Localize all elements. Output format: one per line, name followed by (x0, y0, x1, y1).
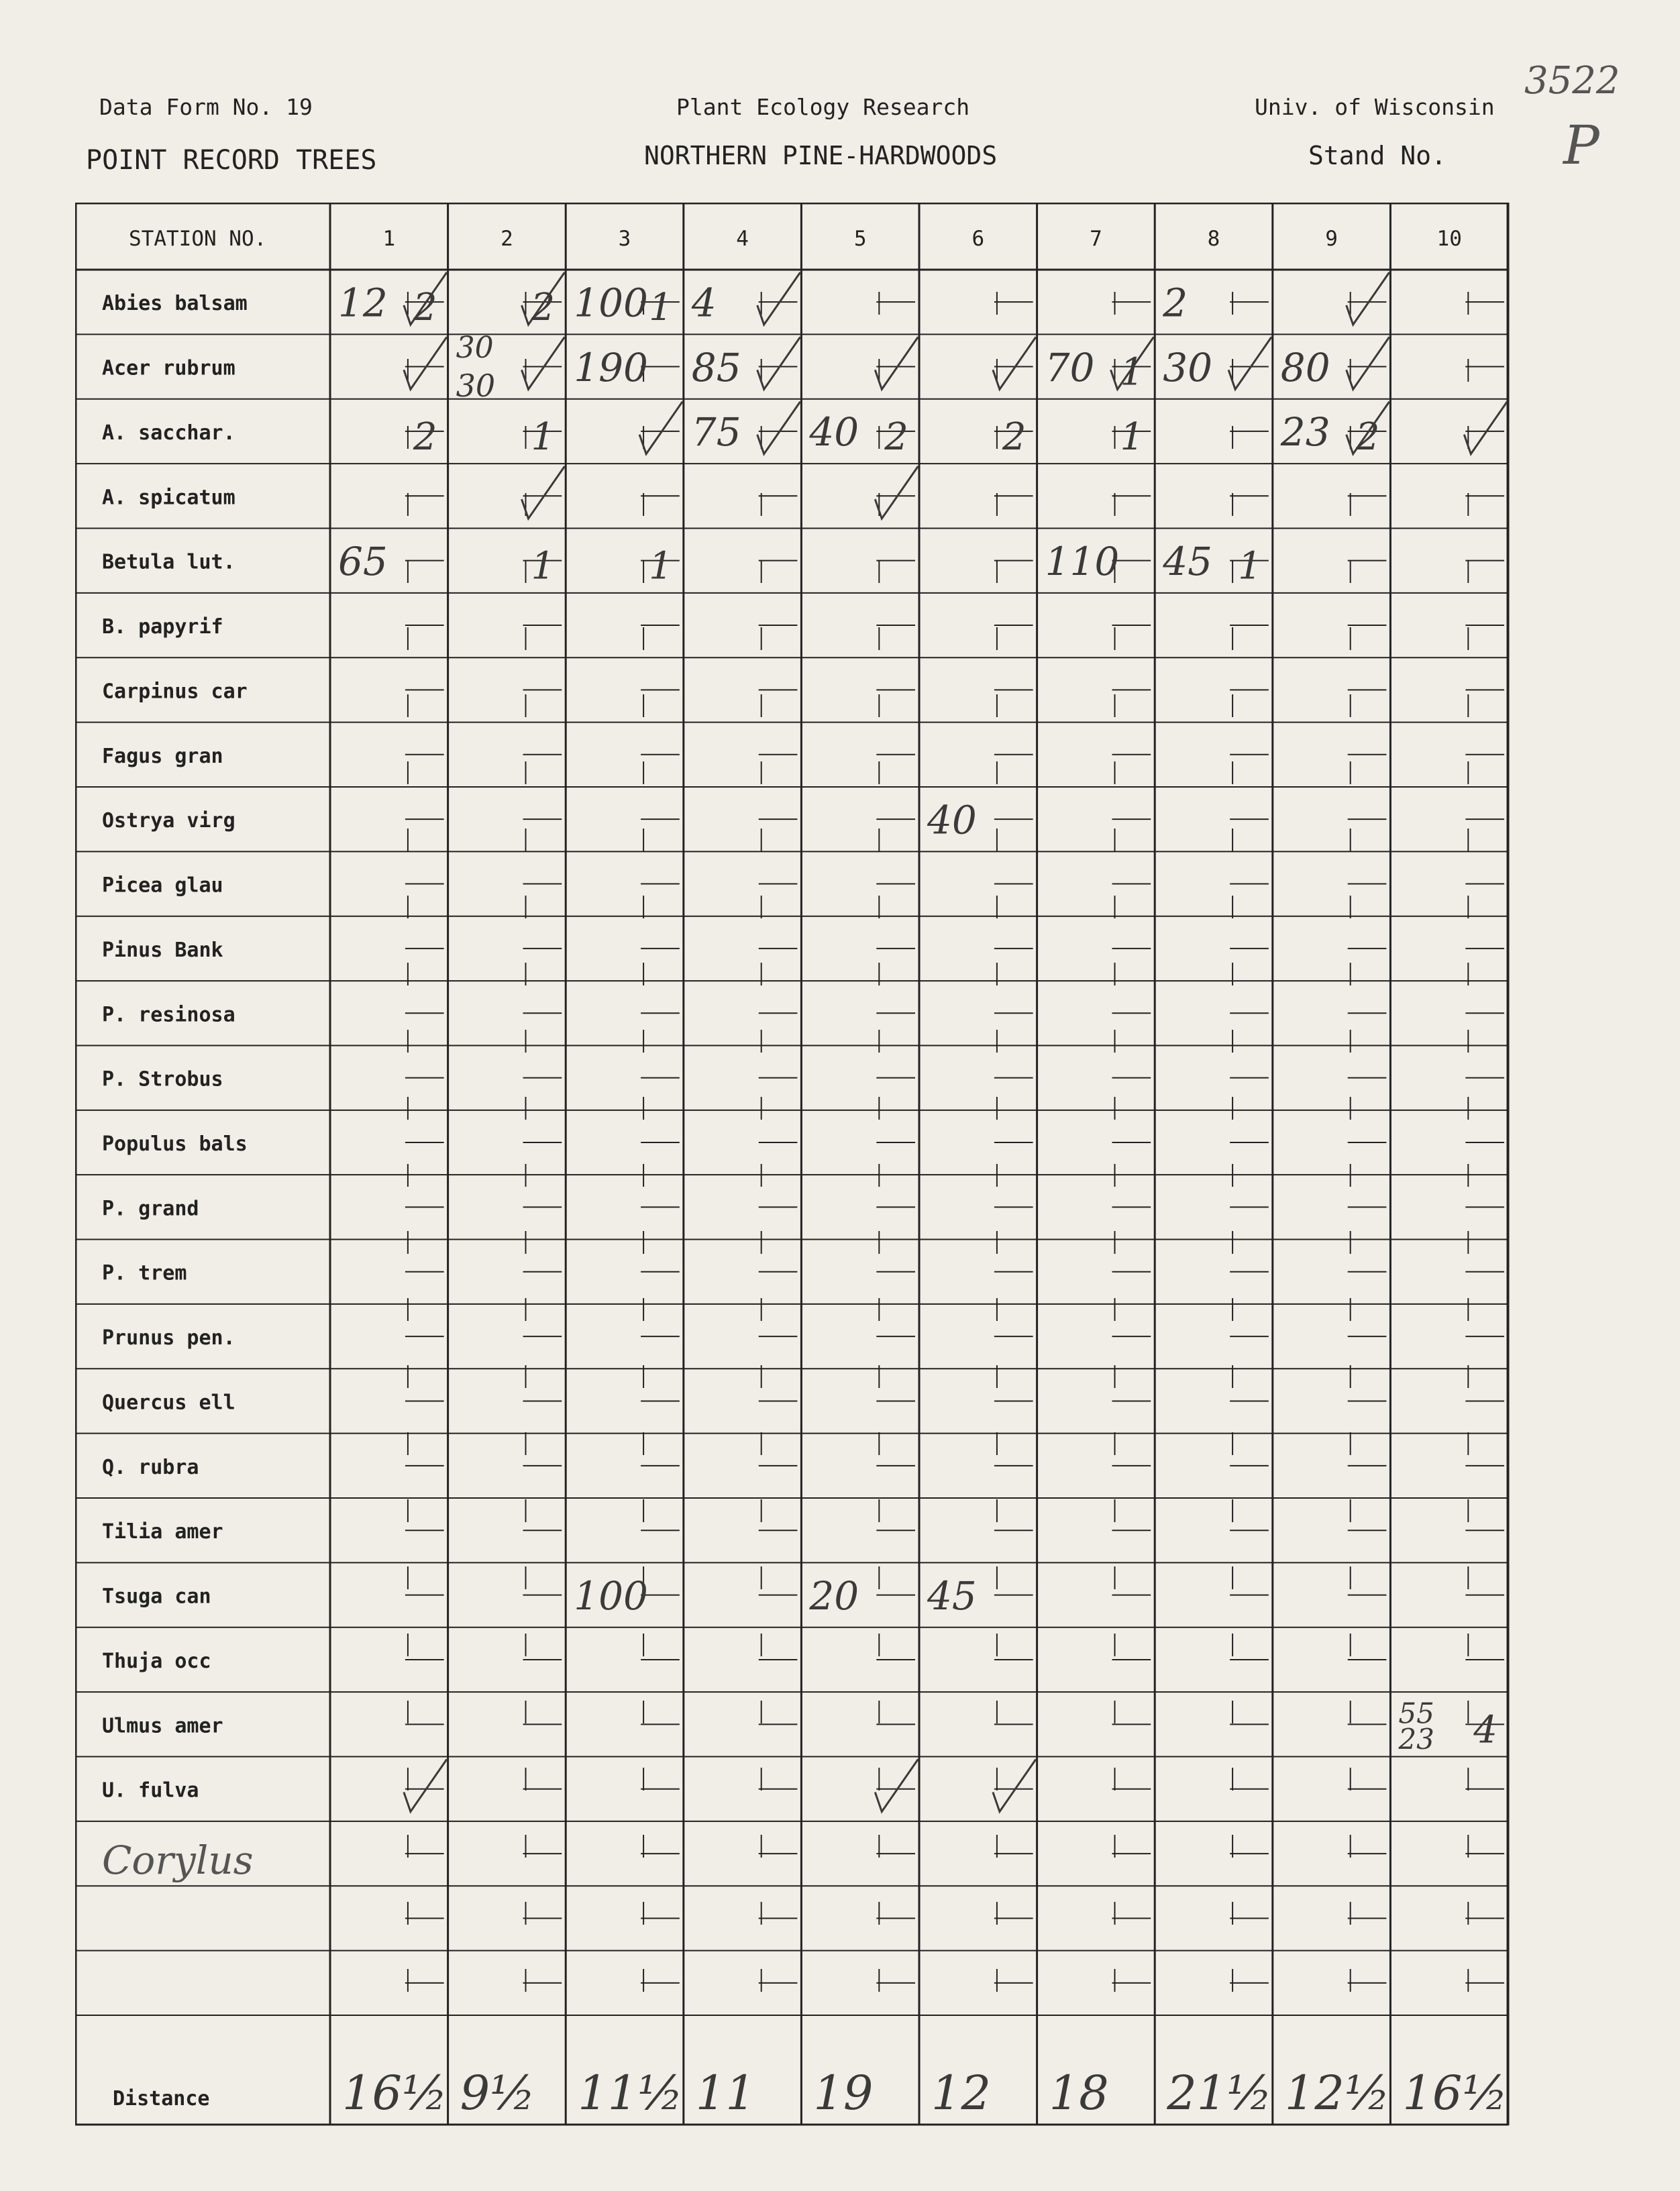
species-label: Thuja occ (102, 1649, 211, 1673)
station-number: 1 (382, 227, 396, 251)
handwritten-entry: 85 (691, 344, 741, 390)
species-label: Tilia amer (102, 1520, 223, 1544)
distance-value: 11 (695, 2066, 755, 2121)
handwritten-entry: 30 (456, 331, 494, 366)
species-label: A. sacchar. (102, 421, 235, 445)
handwritten-entry: 4 (1473, 1708, 1498, 1752)
stand-mark-handwritten: P (1563, 114, 1599, 176)
species-label: Ostrya virg (102, 809, 235, 833)
species-label: Betula lut. (102, 550, 235, 574)
distance-value: 12½ (1284, 2066, 1390, 2121)
species-label: Populus bals (102, 1132, 248, 1156)
handwritten-entry: 1 (1238, 544, 1262, 588)
check-mark (875, 337, 918, 389)
handwritten-entry: 1 (1120, 415, 1145, 459)
species-label-handwritten: Corylus (102, 1837, 254, 1884)
table-labels (102, 227, 1462, 2110)
distance-value: 19 (813, 2066, 874, 2121)
station-number: 10 (1436, 227, 1462, 251)
check-mark (993, 1760, 1036, 1812)
distance-value: 11½ (578, 2066, 684, 2121)
check-mark (1228, 337, 1271, 389)
check-mark (757, 272, 800, 325)
check-mark (639, 402, 682, 454)
distance-value: 18 (1049, 2066, 1109, 2121)
check-mark (404, 1760, 447, 1812)
handwritten-entry: 23 (1280, 409, 1330, 456)
species-label: Fagus gran (102, 744, 223, 768)
handwritten-entry: 1 (1120, 350, 1145, 394)
check-mark (1347, 337, 1389, 389)
station-number: 4 (736, 227, 749, 251)
handwritten-entry: 2 (1355, 415, 1380, 459)
station-number: 3 (618, 227, 631, 251)
handwritten-entry: 75 (691, 409, 741, 456)
record-type-title: POINT RECORD TREES (86, 145, 377, 176)
handwritten-entry: 30 (1163, 344, 1213, 390)
stand-number-handwritten: 3522 (1524, 59, 1620, 103)
handwritten-entry: 40 (927, 797, 977, 843)
distance-value: 16½ (1402, 2066, 1508, 2121)
handwritten-entry: 45 (927, 1572, 977, 1619)
distance-value: 12 (931, 2066, 992, 2121)
handwritten-entry: 55 (1398, 1697, 1434, 1730)
handwritten-entry: 40 (809, 409, 859, 456)
check-mark (993, 337, 1036, 389)
species-label: B. papyrif (102, 615, 223, 639)
station-number: 2 (501, 227, 513, 251)
station-number: 8 (1207, 227, 1220, 251)
forest-type-title: NORTHERN PINE-HARDWOODS (644, 141, 998, 170)
table-grid-lines (75, 203, 1508, 2125)
handwritten-entry: 2 (1163, 280, 1188, 326)
check-mark (521, 466, 564, 519)
check-mark (875, 1760, 918, 1812)
distance-value: 21½ (1167, 2066, 1273, 2121)
check-mark (757, 337, 800, 389)
point-record-table (75, 203, 1518, 2135)
handwritten-entry: 70 (1045, 344, 1095, 390)
station-number: 7 (1090, 227, 1102, 251)
species-label: Ulmus amer (102, 1714, 223, 1738)
handwritten-entry: 2 (884, 415, 908, 459)
handwritten-entry: 2 (413, 286, 437, 330)
distance-label: Distance (113, 2087, 210, 2110)
handwritten-entry: 100 (574, 1572, 648, 1619)
handwritten-entry: 2 (413, 415, 437, 459)
handwritten-entry: 45 (1163, 538, 1213, 584)
handwritten-entry: 30 (456, 367, 496, 404)
check-mark (1464, 402, 1507, 454)
species-label: P. Strobus (102, 1067, 223, 1091)
distance-value: 16½ (342, 2066, 448, 2121)
handwritten-entry: 80 (1280, 344, 1330, 390)
species-label: Q. rubra (102, 1455, 199, 1479)
distance-value: 9½ (460, 2066, 535, 2121)
check-mark (757, 402, 800, 454)
station-number: 6 (972, 227, 985, 251)
handwritten-entry: 4 (691, 280, 717, 326)
handwritten-entry: 20 (809, 1572, 859, 1619)
handwritten-entry: 2 (1002, 415, 1027, 459)
species-label: P. resinosa (102, 1003, 235, 1027)
handwritten-entry: 100 (574, 280, 648, 326)
handwritten-entry: 1 (531, 544, 556, 588)
handwritten-entry: 190 (574, 344, 648, 390)
species-label: Tsuga can (102, 1585, 211, 1609)
lab-name: Plant Ecology Research (676, 94, 970, 120)
station-number: 9 (1325, 227, 1338, 251)
species-label: Quercus ell (102, 1391, 235, 1415)
species-label: U. fulva (102, 1778, 199, 1803)
handwritten-entry: 65 (338, 538, 388, 584)
species-label: Acer rubrum (102, 356, 235, 380)
table-border (76, 203, 1508, 2125)
species-label: Picea glau (102, 873, 223, 898)
check-mark (521, 337, 564, 389)
university-name: Univ. of Wisconsin (1255, 94, 1495, 120)
handwritten-entries (338, 272, 1508, 2121)
species-label: A. spicatum (102, 486, 235, 510)
station-number: 5 (853, 227, 867, 251)
species-label: Carpinus car (102, 680, 248, 704)
handwritten-entry: 1 (531, 415, 556, 459)
check-mark (404, 337, 447, 389)
handwritten-entry: 2 (531, 286, 556, 330)
species-label: Prunus pen. (102, 1326, 235, 1350)
check-mark (875, 466, 918, 519)
handwritten-entry: 12 (338, 280, 388, 326)
handwritten-entry: 110 (1045, 538, 1120, 584)
form-number: Data Form No. 19 (99, 94, 313, 120)
station-header: STATION NO. (129, 227, 267, 251)
handwritten-entry: 1 (649, 286, 673, 330)
handwritten-entry: 1 (649, 544, 673, 588)
species-label: Pinus Bank (102, 938, 223, 962)
species-label: P. trem (102, 1261, 187, 1285)
stand-number-label: Stand No. (1308, 141, 1447, 170)
species-label: P. grand (102, 1197, 199, 1221)
check-mark (1347, 272, 1389, 325)
species-label: Abies balsam (102, 292, 248, 316)
handwritten-entry: 23 (1398, 1722, 1434, 1756)
